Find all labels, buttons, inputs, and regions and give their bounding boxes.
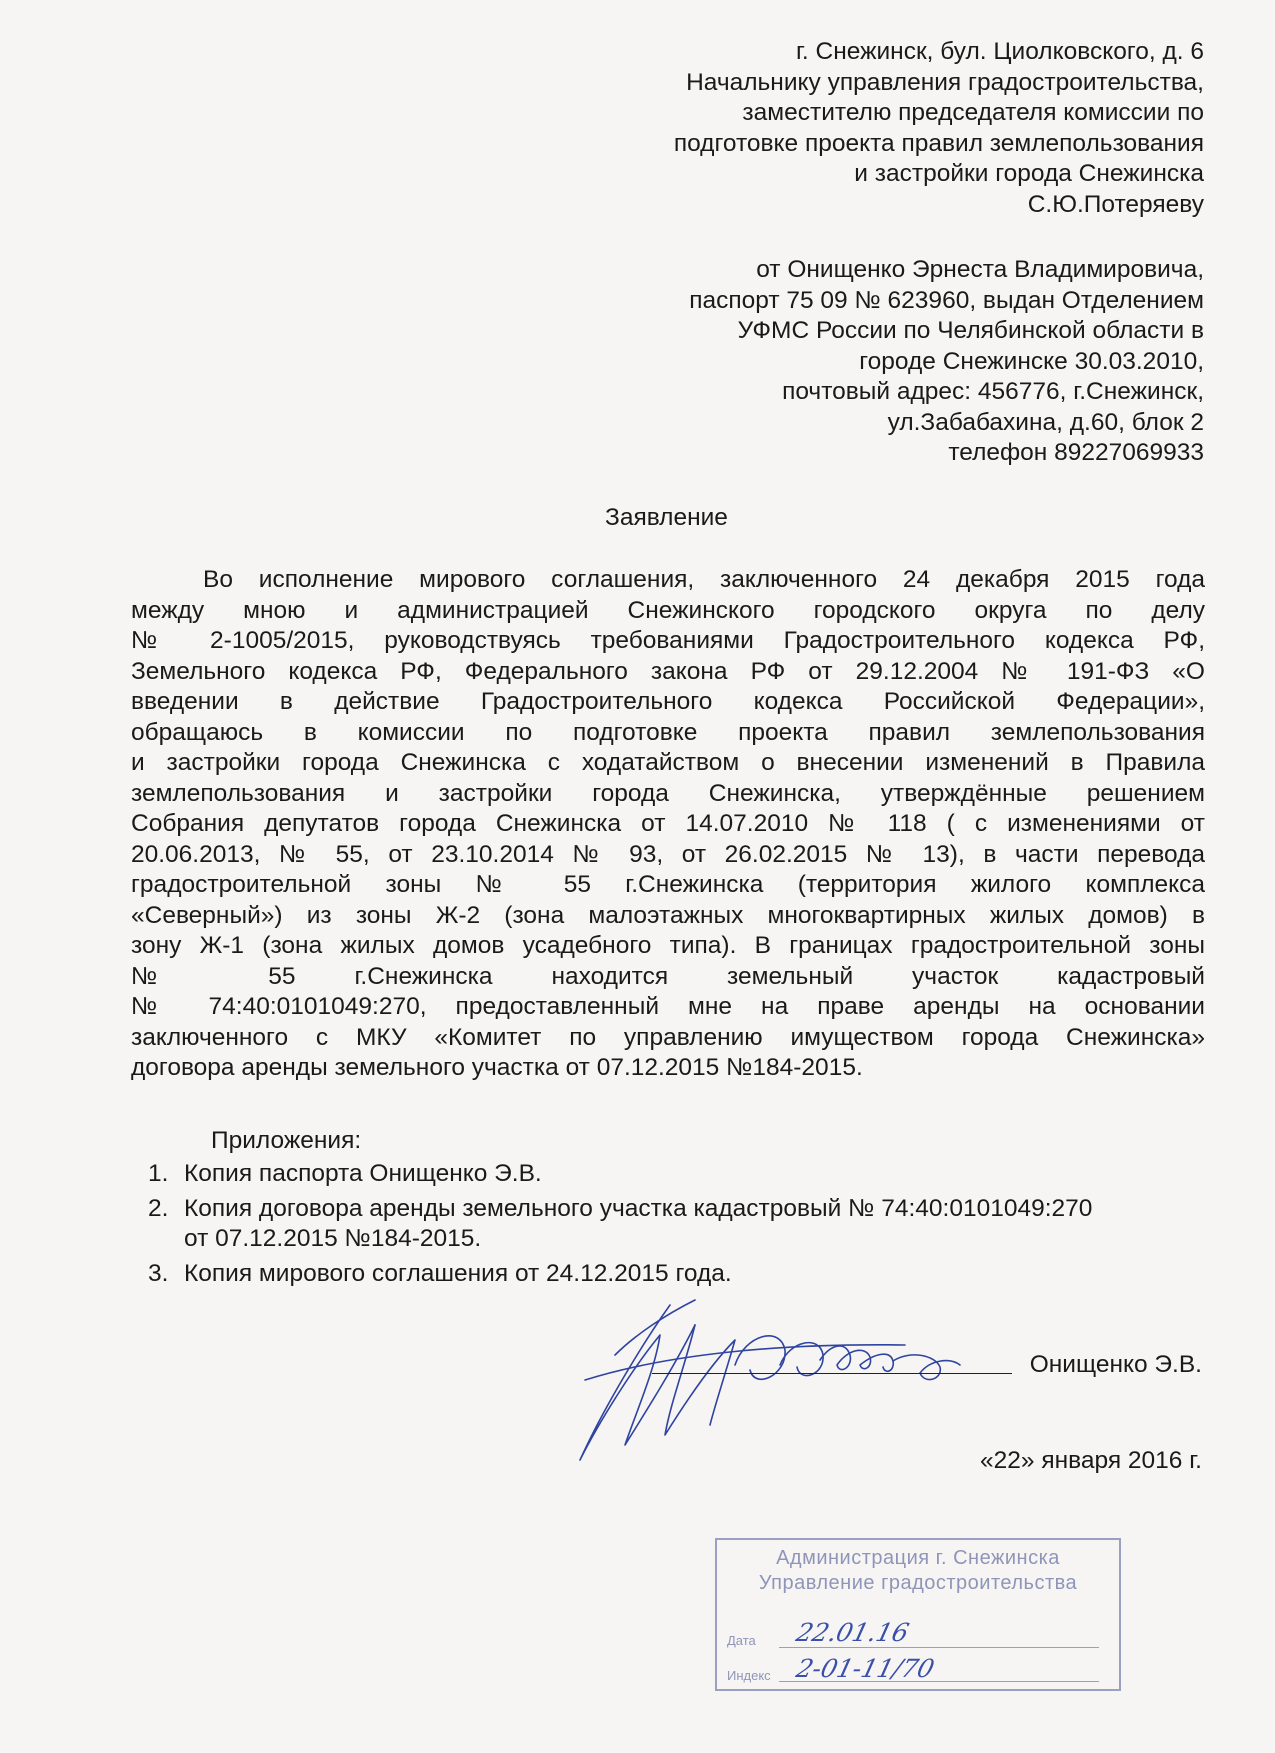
handwritten-signature	[575, 1295, 1005, 1470]
body-line: обращаюсь в комиссии по подготовке проекта правил землепользования	[131, 718, 1205, 746]
signer-name: Онищенко Э.В.	[1029, 1351, 1202, 1378]
attachments-heading: Приложения:	[211, 1127, 362, 1154]
signature-line	[652, 1373, 1012, 1374]
body-line: землепользования и застройки города Снежинска, утверждённые решением	[131, 779, 1205, 807]
attachment-item	[148, 1159, 1218, 1190]
body-line: зону Ж-1 (зона жилых домов усадебного типа). В границах градостроительной зоны	[131, 932, 1205, 959]
attachments-list	[148, 1159, 1218, 1289]
body-line: Земельного кодекса РФ, Федерального закона РФ от 29.12.2004 № 191-ФЗ «О	[131, 657, 1205, 685]
stamp-date-value: 22.01.16	[793, 1618, 912, 1647]
document-title	[0, 504, 1275, 532]
sender-line: УФМС России по Челябинской области в	[737, 317, 1204, 344]
attachment-item	[148, 1194, 1218, 1255]
sender-line: телефон 89227069933	[948, 439, 1204, 466]
addressee-block	[674, 37, 1204, 220]
attachment-text: Копия договора аренды земельного участка кадастровый № 74:40:0101049:270	[184, 1194, 1093, 1222]
stamp-index-label: Индекс	[727, 1668, 771, 1683]
attachment-number: 2.	[148, 1194, 169, 1222]
body-paragraph	[131, 565, 1205, 1084]
addressee-line: С.Ю.Потеряеву	[1027, 190, 1204, 218]
addressee-line: Начальнику управления градостроительства,	[686, 68, 1204, 96]
body-line: между мною и администрацией Снежинского городского округа по делу	[131, 596, 1205, 624]
body-line: введении в действие Градостроительного кодекса Российской Федерации»,	[131, 688, 1205, 715]
sender-line: ул.Забабахина, д.60, блок 2	[887, 408, 1204, 436]
sender-line: почтовый адрес: 456776, г.Снежинск,	[782, 378, 1204, 405]
body-line: «Северный») из зоны Ж-2 (зона малоэтажных многоквартирных жилых домов) в	[131, 901, 1205, 929]
stamp-date-underline	[779, 1647, 1099, 1648]
attachment-text: Копия паспорта Онищенко Э.В.	[184, 1160, 542, 1187]
document-title-text: Заявление	[605, 504, 728, 531]
body-line: и застройки города Снежинска с ходатайством о внесении изменений в Правила	[131, 749, 1205, 776]
body-line: № 55 г.Снежинска находится земельный участок кадастровый	[131, 962, 1205, 990]
addressee-line: г. Снежинск, бул. Циолковского, д. 6	[795, 38, 1204, 65]
body-line: градостроительной зоны № 55 г.Снежинска (территория жилого комплекса	[131, 871, 1205, 898]
addressee-line: заместителю председателя комиссии по	[742, 99, 1204, 126]
sender-line: паспорт 75 09 № 623960, выдан Отделением	[689, 286, 1204, 314]
sender-block	[689, 255, 1204, 469]
attachment-text: от 07.12.2015 №184-2015.	[184, 1225, 482, 1252]
stamp-index-value: 2-01-11/70	[793, 1654, 938, 1683]
document-date: «22» января 2016 г.	[980, 1447, 1202, 1474]
attachment-number: 3.	[148, 1259, 169, 1287]
stamp-date-label: Дата	[727, 1633, 756, 1648]
sender-line: городе Снежинске 30.03.2010,	[859, 347, 1204, 375]
registration-stamp	[715, 1538, 1121, 1691]
body-line: 20.06.2013, № 55, от 23.10.2014 № 93, от 26.02.2015 № 13), в части перевода	[131, 840, 1205, 868]
attachment-text: Копия мирового соглашения от 24.12.2015 года.	[184, 1259, 732, 1287]
body-line: № 74:40:0101049:270, предоставленный мне на праве аренды на основании	[131, 993, 1205, 1020]
body-line: Собрания депутатов города Снежинска от 14.07.2010 № 118 ( с изменениями от	[131, 810, 1205, 837]
attachment-item	[148, 1259, 1218, 1290]
stamp-dept-line: Управление градостроительства	[758, 1572, 1078, 1594]
body-line: № 2-1005/2015, руководствуясь требованиями Градостроительного кодекса РФ,	[131, 627, 1205, 654]
stamp-org-line: Администрация г. Снежинска	[776, 1547, 1060, 1569]
body-line: договора аренды земельного участка от 07.12.2015 №184-2015.	[131, 1054, 863, 1081]
body-line: Во исполнение мирового соглашения, заключенного 24 декабря 2015 года	[203, 566, 1205, 593]
addressee-line: подготовке проекта правил землепользования	[673, 129, 1204, 157]
body-line: заключенного с МКУ «Комитет по управлению имуществом города Снежинска»	[131, 1023, 1205, 1051]
addressee-line: и застройки города Снежинска	[854, 160, 1204, 187]
sender-line: от Онищенко Эрнеста Владимировича,	[756, 256, 1204, 283]
attachment-number: 1.	[148, 1160, 169, 1187]
